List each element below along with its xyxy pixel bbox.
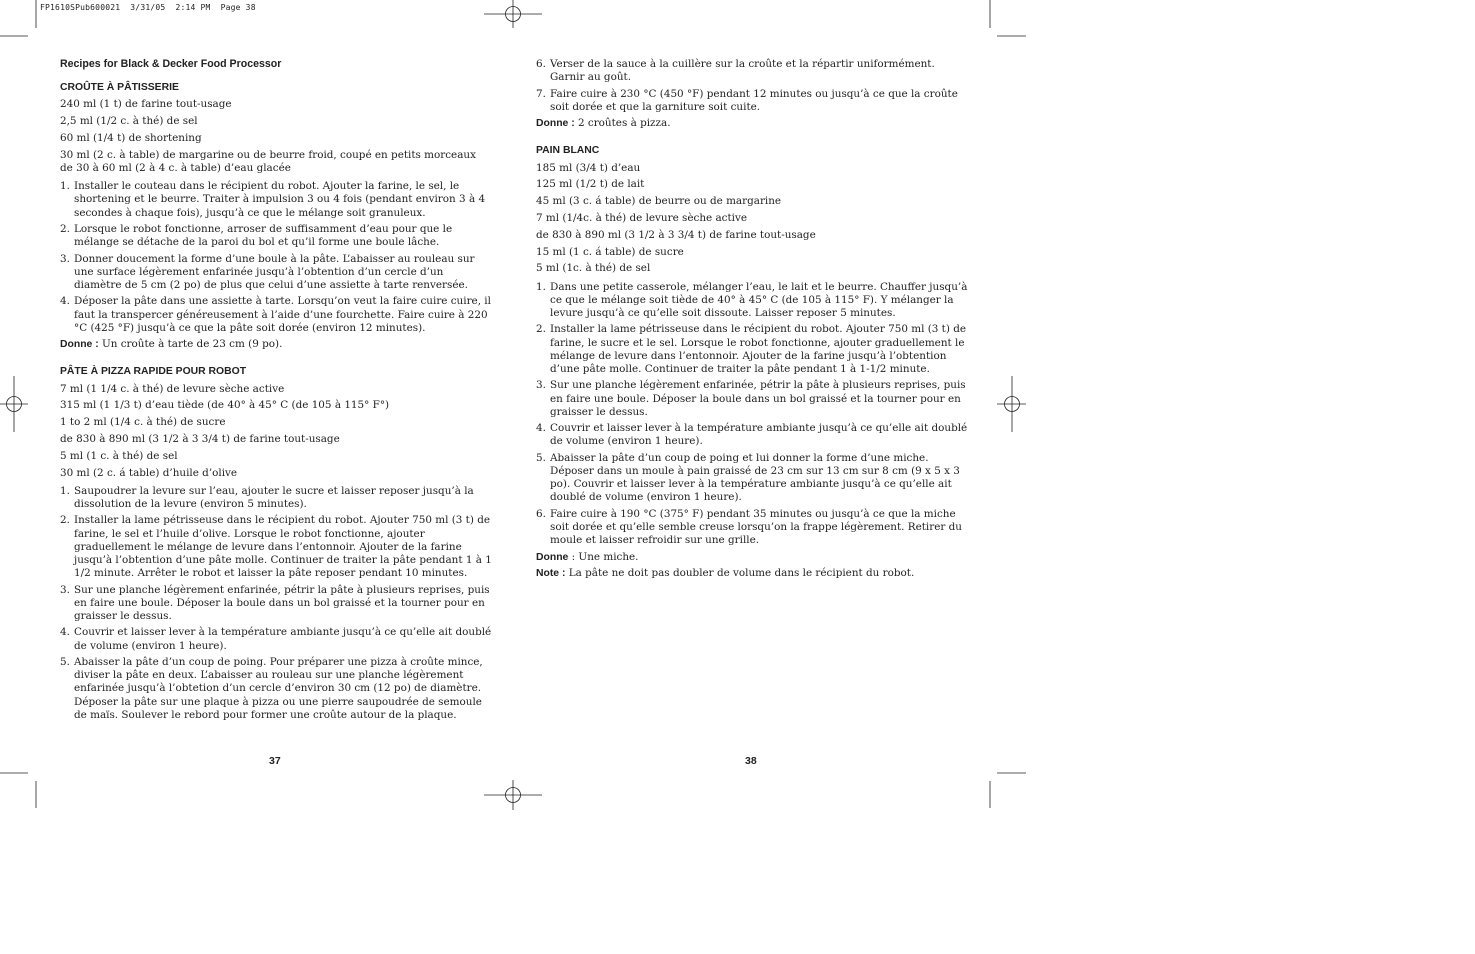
step-list [536,281,968,548]
registration-mark-right [997,376,1026,432]
recipe-pizza-continued [536,58,968,130]
step-number: 3. [60,252,70,265]
step-item [60,180,492,220]
running-head: Recipes for Black & Decker Food Processor [60,58,282,70]
step-number: 2. [536,323,546,336]
note-label: Note : [536,567,566,579]
ingredient-line: 315 ml (1 1/3 t) d’eau tiède (de 40° à 45° C (de 105 à 115° F°) [60,399,390,412]
ingredient-line: 5 ml (1 c. à thé) de sel [60,449,178,462]
step-number: 6. [536,507,546,520]
registration-mark-bottom [484,780,542,810]
ingredient-line: 185 ml (3/4 t) d’eau [536,161,641,174]
step-text: Abaisser la pâte d’un coup de poing. Pour préparer une pizza à croûte mince, diviser la pâte en deux. L’abaisser au rouleau sur une planche légèrement enfarinée jusqu’à l’obtetion d’un cercle d’environ 30 cm (12 po) de diamètre. Déposer la pâte sur une plaque à pizza ou une pierre saupoudrée de semoule de maïs. Soulever le rebord pour former une croûte autour de la plaque. [74,655,483,721]
ingredient-line: 30 ml (2 c. à table) de margarine ou de beurre froid, coupé en petits morceaux de 30 à 60 ml (2 à 4 c. à table) d’eau glacée [60,148,476,174]
ingredient-line: 125 ml (1/2 t) de lait [536,178,645,191]
step-item [60,514,492,580]
step-number: 1. [60,484,70,497]
note-line [536,567,968,580]
step-number: 5. [536,451,546,464]
yield-label: Donne [536,551,569,563]
step-number: 2. [60,514,70,527]
step-list [60,485,492,722]
step-item [60,626,492,652]
step-text: Déposer la pâte dans une assiette à tarte. Lorsqu’on veut la faire cuire cuire, il faut la transpercer généreusement à l’aide d’une fourchette. Faire cuire à 220 °C (425 °F) jusqu’à ce que la pâte soit dorée (environ 12 minutes). [74,295,491,334]
yield-text: : Une miche. [568,550,639,563]
step-text: Donner doucement la forme d’une boule à la pâte. L’abaisser au rouleau sur une surface légèrement enfarinée jusqu’à l’obtention d’un cercle d’un diamètre de 5 cm (2 po) de plus que celui d’une assiette à tarte renversée. [74,252,475,291]
step-item [536,281,968,321]
recipe-title: PÂTE À PIZZA RAPIDE POUR ROBOT [60,366,247,378]
ingredient-line: 1 to 2 ml (1/4 c. à thé) de sucre [60,416,226,429]
ingredient-line: 45 ml (3 c. á table) de beurre ou de margarine [536,195,782,208]
step-text: Installer la lame pétrisseuse dans le récipient du robot. Ajouter 750 ml (3 t) de farine, le sel et l’huile d’olive. Lorsque le robot fonctionne, ajouter graduellement le mélange de levure dans l’entonnoir. Ajouter de la farine jusqu’à l’obtention d’une pâte molle. Continuer de traiter la pâte pendant 1 à 1 1/2 minute. Arrêter le robot et laisser la pâte reposer pendant 10 minutes. [74,514,492,580]
step-item [536,379,968,419]
note-text: La pâte ne doit pas doubler de volume dans le récipient du robot. [565,566,915,579]
step-text: Installer le couteau dans le récipient du robot. Ajouter la farine, le sel, le shortening et le beurre. Traiter à impulsion 3 ou 4 fois (pendant environ 3 à 4 secondes à chaque fois), jusqu’à ce que le mélange soit granuleux. [74,180,486,219]
step-item [536,422,968,448]
recipe-croute [60,81,492,351]
registration-mark-left [0,376,28,432]
step-text: Installer la lame pétrisseuse dans le récipient du robot. Ajouter 750 ml (3 t) de farine, le sucre et le sel. Lorsque le robot fonctionne, ajouter graduellement le mélange de levure dans l’entonnoir. Ajouter de la farine jusqu’à l’obtention d’une pâte molle. Continuer de traiter la pâte pendant 1 à 1-1/2 minute. [550,323,967,375]
step-item [60,223,492,249]
step-item [60,656,492,722]
step-item [536,58,968,84]
step-text: Abaisser la pâte d’un coup de poing et lui donner la forme d’une miche. Déposer dans un moule à pain graissé de 23 cm sur 13 cm sur 8 cm (9 x 5 x 3 po). Couvrir et laisser lever à la température ambiante jusqu’à ce qu’elle ait doublé de volume (environ 1 heure). [550,451,960,504]
step-number: 6. [536,58,546,70]
step-number: 2. [60,223,70,235]
yield-label: Donne : [60,339,99,351]
step-text: Faire cuire à 230 °C (450 °F) pendant 12 minutes ou jusqu’à ce que la croûte soit dorée et que la garniture soit cuite. [550,87,958,113]
step-number: 4. [60,295,70,308]
yield-line [60,338,492,351]
step-text: Saupoudrer la levure sur l’eau, ajouter le sucre et laisser reposer jusqu’à la dissolution de la levure (environ 5 minutes). [74,484,474,510]
step-number: 4. [536,422,546,435]
step-text: Lorsque le robot fonctionne, arroser de suffisamment d’eau pour que le mélange se détache de la paroi du bol et qu’il forme une boule lâche. [74,223,453,249]
step-number: 7. [536,87,546,100]
step-item [536,88,968,114]
yield-label: Donne : [536,118,575,130]
print-slug: FP1610SPub600021 3/31/05 2:14 PM Page 38 [40,3,256,12]
step-item [536,508,968,548]
step-item [60,253,492,293]
yield-line [536,117,968,130]
step-item [60,584,492,624]
ingredient-line: 5 ml (1c. à thé) de sel [536,262,651,275]
step-item [60,295,492,335]
step-text: Dans une petite casserole, mélanger l’eau, le lait et le beurre. Chauffer jusqu’à ce que le mélange soit tiède de 40° à 45° C (de 105 à 115° F). Y mélanger la levure jusqu’à ce qu’elle soit dissoute. Laisser reposer 5 minutes. [550,280,968,319]
recipe-title: PAIN BLANC [536,145,600,157]
ingredient-line: de 830 à 890 ml (3 1/2 à 3 3/4 t) de farine tout-usage [536,228,816,241]
ingredient-line: 7 ml (1 1/4 c. à thé) de levure sèche active [60,382,285,395]
yield-text: Un croûte à tarte de 23 cm (9 po). [98,338,283,351]
step-number: 1. [60,180,70,193]
ingredient-line: 15 ml (1 c. á table) de sucre [536,245,684,258]
step-text: Sur une planche légèrement enfarinée, pétrir la pâte à plusieurs reprises, puis en faire une boule. Déposer la boule dans un bol graissé et la tourner pour en graisser le dessus. [550,379,966,418]
step-item [536,323,968,376]
left-page-column [60,58,492,732]
ingredient-line: 60 ml (1/4 t) de shortening [60,132,202,144]
ingredient-line: 2,5 ml (1/2 c. à thé) de sel [60,115,198,128]
ingredient-line: de 830 à 890 ml (3 1/2 à 3 3/4 t) de farine tout-usage [60,432,340,445]
page-number-left: 37 [269,755,281,767]
step-number: 5. [60,655,70,668]
recipe-pizza [60,365,492,722]
yield-text: 2 croûtes à pizza. [574,117,671,130]
recipe-pain [536,144,968,580]
yield-line [536,551,968,564]
step-text: Couvrir et laisser lever à la température ambiante jusqu’à ce qu’elle ait doublé de volume (environ 1 heure). [74,626,492,652]
recipe-title: CROÛTE À PÂTISSERIE [60,82,179,94]
step-text: Verser de la sauce à la cuillère sur la croûte et la répartir uniformément. Garnir au goût. [550,58,935,84]
step-list [536,58,968,114]
ingredient-line: 30 ml (2 c. á table) d’huile d’olive [60,466,238,479]
step-text: Couvrir et laisser lever à la température ambiante jusqu’à ce qu’elle ait doublé de volume (environ 1 heure). [550,422,968,448]
step-number: 4. [60,626,70,639]
step-number: 3. [536,379,546,392]
step-number: 1. [536,280,546,293]
step-list [60,180,492,335]
ingredient-line: 7 ml (1/4c. à thé) de levure sèche active [536,211,747,224]
right-page-column [536,58,968,590]
registration-mark-top [484,0,542,28]
step-number: 3. [60,583,70,596]
step-text: Sur une planche légèrement enfarinée, pétrir la pâte à plusieurs reprises, puis en faire une boule. Déposer la boule dans un bol graissé et la tourner pour en graisser le dessus. [74,583,490,622]
step-item [60,485,492,511]
step-item [536,452,968,505]
step-text: Faire cuire à 190 °C (375° F) pendant 35 minutes ou jusqu’à ce que la miche soit dorée et qu’elle semble creuse lorsqu’on la frappe légèrement. Retirer du moule et laisser refroidir sur une grille. [550,507,962,547]
ingredient-line: 240 ml (1 t) de farine tout-usage [60,98,232,111]
page-number-right: 38 [745,755,757,767]
